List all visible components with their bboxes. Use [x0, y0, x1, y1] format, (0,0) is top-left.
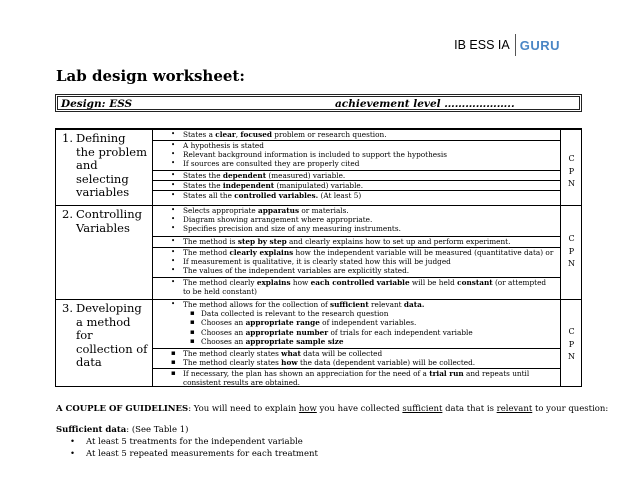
guidelines-underline: sufficient — [402, 404, 443, 414]
cpn-rating — [561, 326, 582, 364]
criterion-text: States the — [183, 181, 223, 190]
guidelines-underline: relevant — [496, 404, 533, 414]
criterion-text: The values of the independent variables are explicitly stated. — [183, 266, 410, 276]
design-label: Design: ESS — [61, 98, 133, 110]
guidelines-part: to your question: — [532, 404, 609, 414]
criterion-text: each controlled variable — [310, 278, 410, 287]
criterion-item — [153, 130, 560, 139]
criterion-text: The method clearly — [183, 278, 257, 287]
criterion-text: If sources are consulted they are properly cited — [183, 159, 360, 169]
criterion-text: If necessary, the plan has shown an appreciation for the need of a — [183, 369, 430, 378]
cpn-letter: C — [568, 154, 575, 163]
criterion-text: A hypothesis is stated — [183, 141, 264, 150]
criteria-table — [55, 128, 582, 387]
criterion-text: Relevant background information is included to support the hypothesis — [183, 150, 447, 160]
cpn-letter: C — [568, 327, 575, 336]
criteria-section-2 — [56, 205, 581, 299]
criterion-text: independent — [222, 181, 275, 190]
criterion-text: and repeats until consistent results are obtained. — [183, 369, 530, 388]
criterion-text: The method allows for the collection of — [183, 300, 330, 309]
criterion-text: If measurement is qualitative, it is clearly stated how this will be judged — [183, 257, 451, 267]
criterion-text: trial run — [429, 369, 464, 378]
criterion-text: or materials. — [299, 206, 349, 215]
criterion-text: problem or research question. — [271, 130, 387, 139]
criterion-item — [153, 159, 560, 168]
guidelines-text — [56, 404, 608, 414]
cpn-letter: P — [568, 339, 575, 349]
list-item: • At least 5 repeated measurements for each treatment — [70, 449, 318, 461]
criterion-text: (or attempted to be held constant) — [183, 278, 547, 297]
page-title: Lab design worksheet: — [56, 67, 245, 85]
criterion-item — [153, 266, 560, 275]
design-box — [55, 94, 582, 112]
criteria-group — [153, 170, 560, 180]
header-divider — [515, 34, 516, 56]
list-item: • At least 5 treatments for the independent variable — [70, 437, 318, 449]
sufficient-data-heading: Sufficient data — [56, 425, 127, 435]
cpn-letter: N — [568, 352, 575, 361]
guidelines-part: you have collected — [316, 404, 403, 414]
section-number: 2. — [62, 207, 73, 221]
cpn-rating — [561, 153, 582, 191]
criterion-item — [153, 215, 560, 224]
criterion-text: Data collected is relevant to the research question — [201, 309, 389, 319]
criterion-text: appropriate range — [245, 318, 320, 328]
criteria-group — [153, 300, 560, 348]
criterion-text: the data (dependent variable) will be collected. — [297, 358, 476, 368]
guru-logo: GURU — [519, 37, 560, 53]
section-title-text: Controlling Variables — [76, 207, 142, 235]
guidelines-part: data that is — [442, 404, 497, 414]
criterion-text: (At least 5) — [318, 191, 362, 200]
sufficient-data-note: : (See Table 1) — [126, 425, 189, 435]
criterion-text: step by step — [237, 237, 287, 246]
guidelines-part: : You will need to explain — [188, 404, 299, 414]
criterion-text: , — [235, 130, 241, 139]
criterion-item — [153, 278, 560, 296]
achievement-level-label: achievement level ……………….. — [335, 98, 515, 110]
criterion-text: how the independent variable will be measured (quantitative data) or — [293, 248, 554, 257]
cpn-letter: P — [568, 166, 575, 176]
criterion-item — [153, 224, 560, 233]
cpn-letter: N — [568, 179, 575, 188]
section-number: 3. — [62, 301, 73, 315]
criterion-text: dependent — [222, 171, 267, 180]
criteria-group — [153, 190, 560, 200]
section-title — [62, 132, 148, 200]
criteria-list — [153, 300, 560, 387]
criterion-text: relevant — [368, 300, 404, 309]
criteria-group — [153, 130, 560, 140]
criteria-section-3 — [56, 299, 581, 388]
criteria-group — [153, 348, 560, 368]
criterion-item — [153, 369, 560, 387]
criterion-item — [153, 349, 560, 358]
criteria-group — [153, 140, 560, 170]
criterion-text: Diagram showing arrangement where appropriate. — [183, 215, 373, 225]
page-header — [454, 34, 560, 56]
criterion-text: focused — [240, 130, 272, 139]
criterion-item — [153, 206, 560, 215]
criterion-text: States all the — [183, 191, 235, 200]
criterion-item — [153, 309, 560, 318]
section-number: 1. — [62, 131, 73, 145]
criterion-text: The method clearly states — [183, 358, 282, 368]
criterion-text: data will be collected — [300, 349, 383, 358]
criterion-text: Specifies precision and size of any measuring instruments. — [183, 224, 401, 234]
criterion-text: how — [290, 278, 311, 287]
criterion-text: Chooses an — [201, 318, 246, 328]
criterion-item — [153, 328, 560, 337]
criterion-item — [153, 358, 560, 367]
criteria-group — [153, 368, 560, 387]
criterion-item — [153, 237, 560, 246]
criterion-item — [153, 181, 560, 190]
cpn-letter: C — [568, 234, 575, 243]
cpn-letter: P — [568, 246, 575, 256]
criterion-text: Chooses an — [201, 327, 246, 337]
section-title — [62, 208, 148, 235]
criterion-text: controlled variables. — [234, 191, 319, 200]
criterion-text: appropriate number — [245, 327, 329, 337]
criterion-item — [153, 171, 560, 180]
criterion-item — [153, 337, 560, 346]
header-text: IB ESS IA — [454, 38, 510, 52]
criterion-item — [153, 150, 560, 159]
criterion-item — [153, 257, 560, 266]
section-title — [62, 302, 148, 370]
section-title-text: Defining the problem and selecting variables — [76, 131, 148, 199]
criterion-text: constant — [457, 278, 493, 287]
criteria-list — [153, 130, 560, 200]
criteria-group — [153, 180, 560, 190]
section-title-text: Developing a method for collection of data — [76, 301, 148, 369]
cpn-letter: N — [568, 259, 575, 268]
criterion-text: and clearly explains how to set up and perform experiment. — [286, 237, 511, 246]
criterion-text: data. — [403, 300, 425, 309]
sufficient-data-label — [56, 425, 188, 435]
criterion-text: clearly explains — [229, 248, 294, 257]
criterion-text: of independent variables. — [319, 318, 417, 328]
criterion-item — [153, 248, 560, 257]
criterion-text: States the — [183, 171, 223, 180]
guidelines-heading: A COUPLE OF GUIDELINES — [56, 404, 189, 414]
criterion-text: how — [281, 358, 298, 368]
criterion-text: Chooses an — [201, 336, 246, 346]
criterion-text: The method is — [183, 237, 238, 246]
guidelines-underline: how — [298, 404, 317, 414]
criteria-list — [153, 206, 560, 296]
criterion-text: will be held — [409, 278, 458, 287]
criterion-text: appropriate sample size — [245, 336, 344, 346]
criteria-group — [153, 247, 560, 277]
sufficient-data-list — [70, 437, 318, 460]
criterion-text: apparatus — [258, 206, 300, 215]
criterion-text: of trials for each independent variable — [328, 327, 473, 337]
criterion-item — [153, 141, 560, 150]
criterion-item — [153, 191, 560, 200]
criteria-group — [153, 236, 560, 247]
criterion-item — [153, 318, 560, 327]
criteria-group — [153, 277, 560, 296]
criterion-text: States a — [183, 130, 216, 139]
criteria-group — [153, 206, 560, 236]
criterion-text: The method — [183, 248, 230, 257]
criterion-text: what — [281, 349, 301, 358]
criterion-text: Selects appropriate — [183, 206, 259, 215]
criterion-text: (manipulated) variable. — [274, 181, 364, 190]
cpn-rating — [561, 233, 582, 271]
criterion-text: The method clearly states — [183, 349, 282, 358]
criterion-text: (measured) variable. — [266, 171, 346, 180]
criterion-item — [153, 300, 560, 309]
criterion-text: explains — [256, 278, 291, 287]
criterion-text: sufficient — [330, 300, 369, 309]
criteria-section-1 — [56, 129, 581, 205]
criterion-text: clear — [215, 130, 236, 139]
